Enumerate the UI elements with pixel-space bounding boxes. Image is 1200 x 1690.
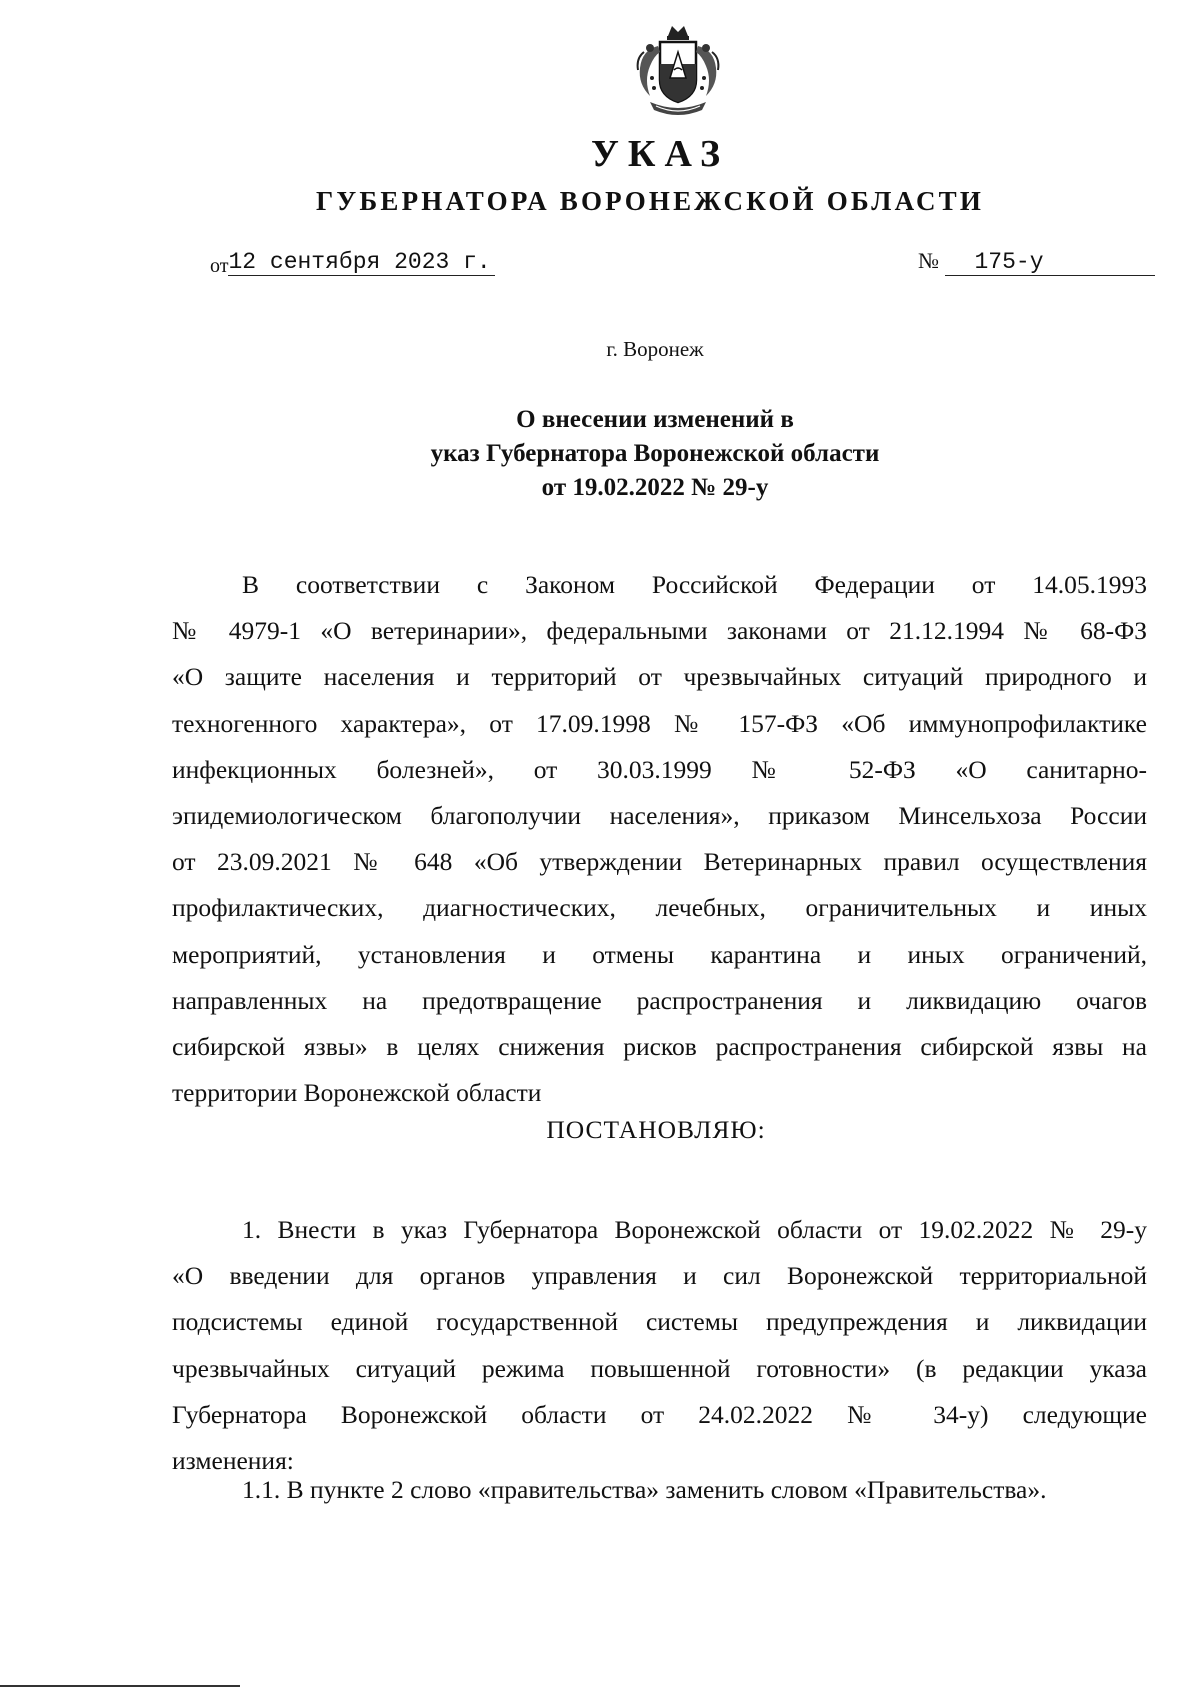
decree-word: ПОСТАНОВЛЯЮ: bbox=[546, 1115, 766, 1144]
preamble-line: инфекционных болезней», от 30.03.1999 № 52-ФЗ «О санитарно- bbox=[172, 754, 1147, 784]
document-heading-line: от 19.02.2022 № 29-у bbox=[541, 474, 769, 501]
preamble-line: мероприятий, установления и отмены карантина и иных ограничений, bbox=[172, 939, 1147, 969]
document-heading bbox=[0, 403, 1200, 505]
clause-line: чрезвычайных ситуаций режима повышенной готовности» (в редакции указа bbox=[172, 1353, 1147, 1383]
preamble-line: направленных на предотвращение распространения и ликвидацию очагов bbox=[172, 985, 1147, 1015]
clause-line: «О введении для органов управления и сил Воронежской территориальной bbox=[172, 1261, 1147, 1291]
date-value: 12 сентября 2023 г. bbox=[228, 249, 494, 276]
city-label: г. Воронеж bbox=[606, 337, 704, 361]
issuer-title: ГУБЕРНАТОРА ВОРОНЕЖСКОЙ ОБЛАСТИ bbox=[315, 186, 985, 216]
date-field bbox=[210, 248, 495, 278]
number-value: 175-у bbox=[945, 249, 1155, 276]
document-heading-line: указ Губернатора Воронежской области bbox=[430, 440, 880, 467]
preamble-line: эпидемиологическом благополучии населения», приказом Минсельхоза России bbox=[172, 801, 1147, 831]
preamble-line: № 4979-1 «О ветеринарии», федеральными законами от 21.12.1994 № 68-ФЗ bbox=[172, 616, 1147, 646]
preamble-line: профилактических, диагностических, лечебных, ограничительных и иных bbox=[172, 893, 1147, 923]
number-prefix: № bbox=[918, 248, 939, 273]
document-heading-line: О внесении изменений в bbox=[516, 406, 794, 433]
preamble-line: В соответствии с Законом Российской Федерации от 14.05.1993 bbox=[242, 570, 1147, 599]
date-prefix: от bbox=[210, 255, 229, 277]
number-field bbox=[918, 248, 1155, 276]
clause-line: изменения: bbox=[172, 1446, 294, 1476]
scan-edge-line bbox=[0, 1685, 240, 1687]
clause-line: 1. Внести в указ Губернатора Воронежской области от 19.02.2022 № 29-у bbox=[242, 1215, 1147, 1244]
preamble-line: сибирской язвы» в целях снижения рисков распространения сибирской язвы на bbox=[172, 1032, 1147, 1062]
preamble-line: территории Воронежской области bbox=[172, 1078, 542, 1108]
document-type-title: УКАЗ bbox=[591, 133, 729, 175]
clause-line: подсистемы единой государственной системы предупреждения и ликвидации bbox=[172, 1307, 1147, 1337]
preamble-line: от 23.09.2021 № 648 «Об утверждении Ветеринарных правил осуществления bbox=[172, 847, 1147, 877]
clause-1-paragraph bbox=[172, 1207, 1147, 1484]
preamble-paragraph bbox=[172, 562, 1147, 1116]
clause-1-1-paragraph: 1.1. В пункте 2 слово «правительства» заменить словом «Правительства». bbox=[242, 1475, 1047, 1504]
preamble-line: «О защите населения и территорий от чрезвычайных ситуаций природного и bbox=[172, 662, 1147, 692]
clause-line: Губернатора Воронежской области от 24.02.2022 № 34-у) следующие bbox=[172, 1399, 1147, 1429]
voronezh-coat-of-arms-icon bbox=[630, 22, 726, 122]
preamble-line: техногенного характера», от 17.09.1998 № 157-ФЗ «Об иммунопрофилактике bbox=[172, 708, 1147, 738]
